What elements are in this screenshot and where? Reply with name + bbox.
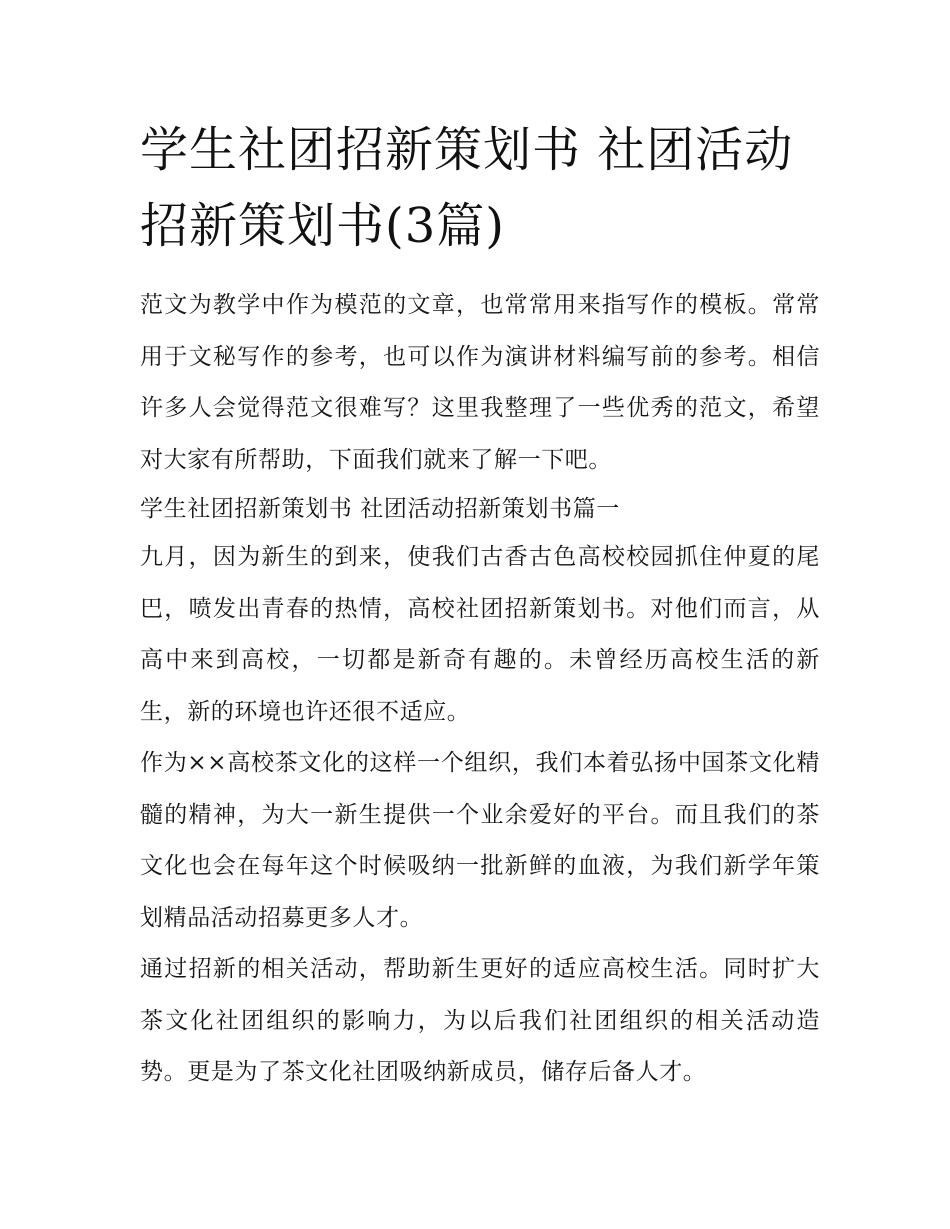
document-title: 学生社团招新策划书 社团活动招新策划书(3篇)	[140, 122, 794, 254]
body-paragraph: 作为××高校茶文化的这样一个组织，我们本着弘扬中国茶文化精髓的精神，为大一新生提供一个业余爱好的平台。而且我们的茶文化也会在每年这个时候吸纳一批新鲜的血液，为我们新学年策划精品活动招募更多人才。	[140, 750, 820, 931]
intro-paragraph: 范文为教学中作为模范的文章，也常常用来指写作的模板。常常用于文秘写作的参考，也可以作为演讲材料编写前的参考。相信许多人会觉得范文很难写？这里我整理了一些优秀的范文，希望对大家有所帮助，下面我们就来了解一下吧。	[140, 292, 820, 473]
body-paragraph: 九月，因为新生的到来，使我们古香古色高校校园抓住仲夏的尾巴，喷发出青春的热情，高校社团招新策划书。对他们而言，从高中来到高校，一切都是新奇有趣的。未曾经历高校生活的新生，新的环境也许还很不适应。	[140, 544, 820, 725]
document-body	[140, 280, 820, 1099]
section-heading: 学生社团招新策划书 社团活动招新策划书篇一	[140, 496, 620, 522]
body-paragraph: 通过招新的相关活动，帮助新生更好的适应高校生活。同时扩大茶文化社团组织的影响力，为以后我们社团组织的相关活动造势。更是为了茶文化社团吸纳新成员，储存后备人才。	[140, 956, 820, 1085]
